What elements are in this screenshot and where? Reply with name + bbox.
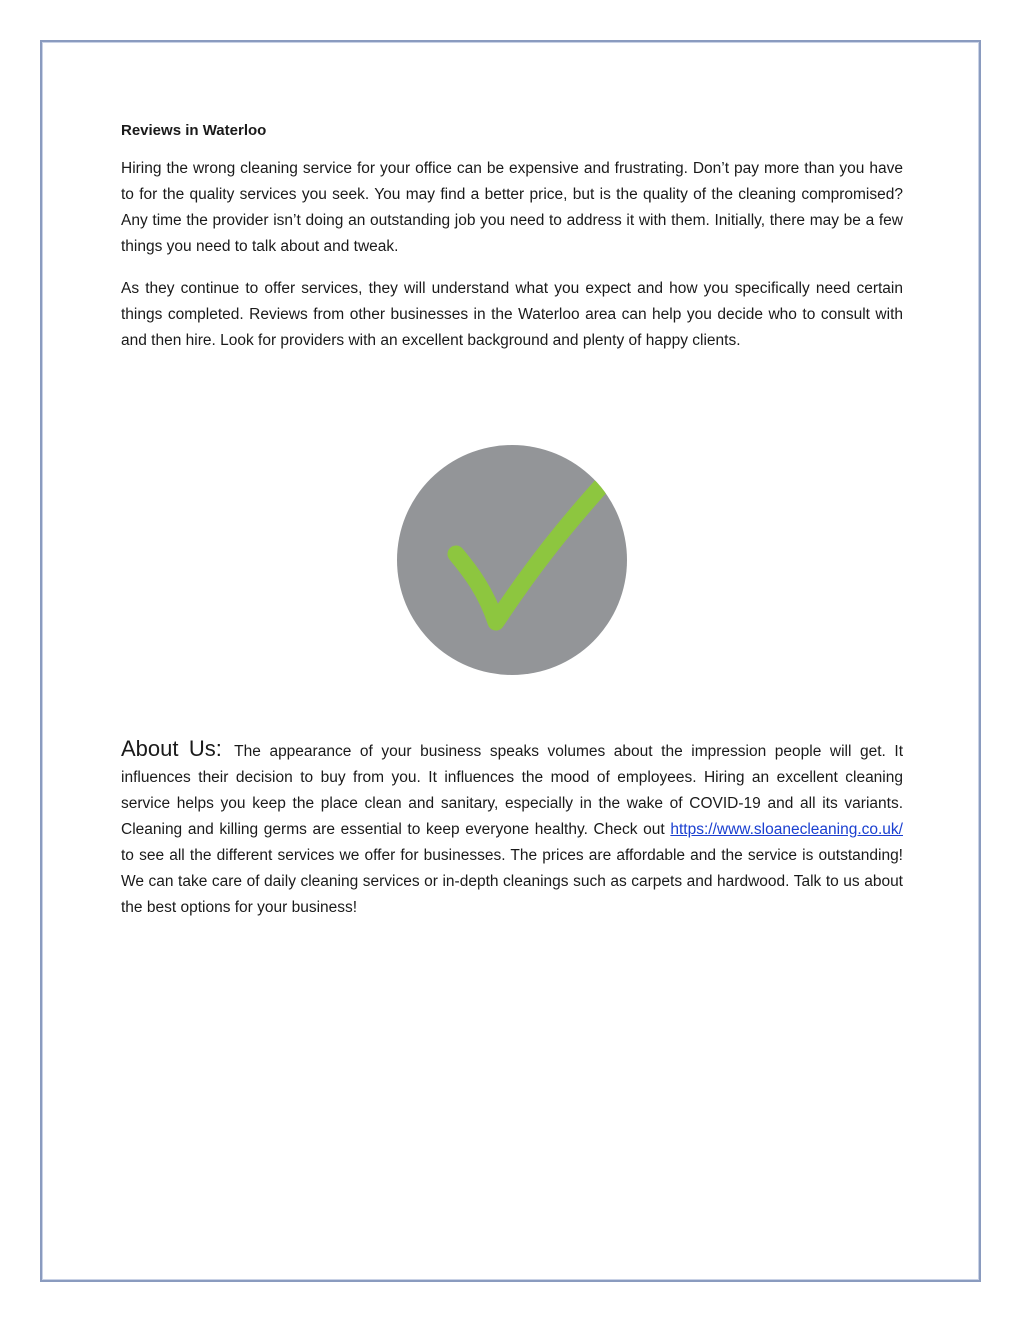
reviews-paragraph-1: Hiring the wrong cleaning service for your office can be expensive and frustrating. Don’t pay more than you have to for the quality services you seek. You may find a better price, but is the quality of the cleaning compromised? Any time the provider isn’t doing an outstanding job you need to address it with them. Initially, there may be a few things you need to talk about and tweak. [121,160,903,255]
reviews-section [121,118,903,370]
about-section [121,736,903,921]
checkmark-icon [396,444,628,676]
sloane-cleaning-link[interactable]: https://www.sloanecleaning.co.uk/ [670,821,903,838]
reviews-paragraph-2: As they continue to offer services, they will understand what you expect and how you specifically need certain things completed. Reviews from other businesses in the Waterloo area can help you decide who to consult with and then hire. Look for providers with an excellent background and plenty of happy clients. [121,280,903,349]
about-heading: About Us: [121,736,222,761]
reviews-heading: Reviews in Waterloo [121,122,267,139]
about-text-before-link: The appearance of your business speaks volumes about the impression people will get. It influences their decision to buy from you. It influences the mood of employees. Hiring an excellent cleaning service helps you keep the place clean and sanitary, especially in the wake of COVID-19 and all its variants. Cleaning and killing germs are essential to keep everyone healthy. Check out [121,743,904,838]
about-text-after-link: to see all the different services we offer for businesses. The prices are affordable and the service is outstanding! We can take care of daily cleaning services or in-depth cleanings such as carpets and hardwood. Talk to us about the best options for your business! [121,847,903,916]
